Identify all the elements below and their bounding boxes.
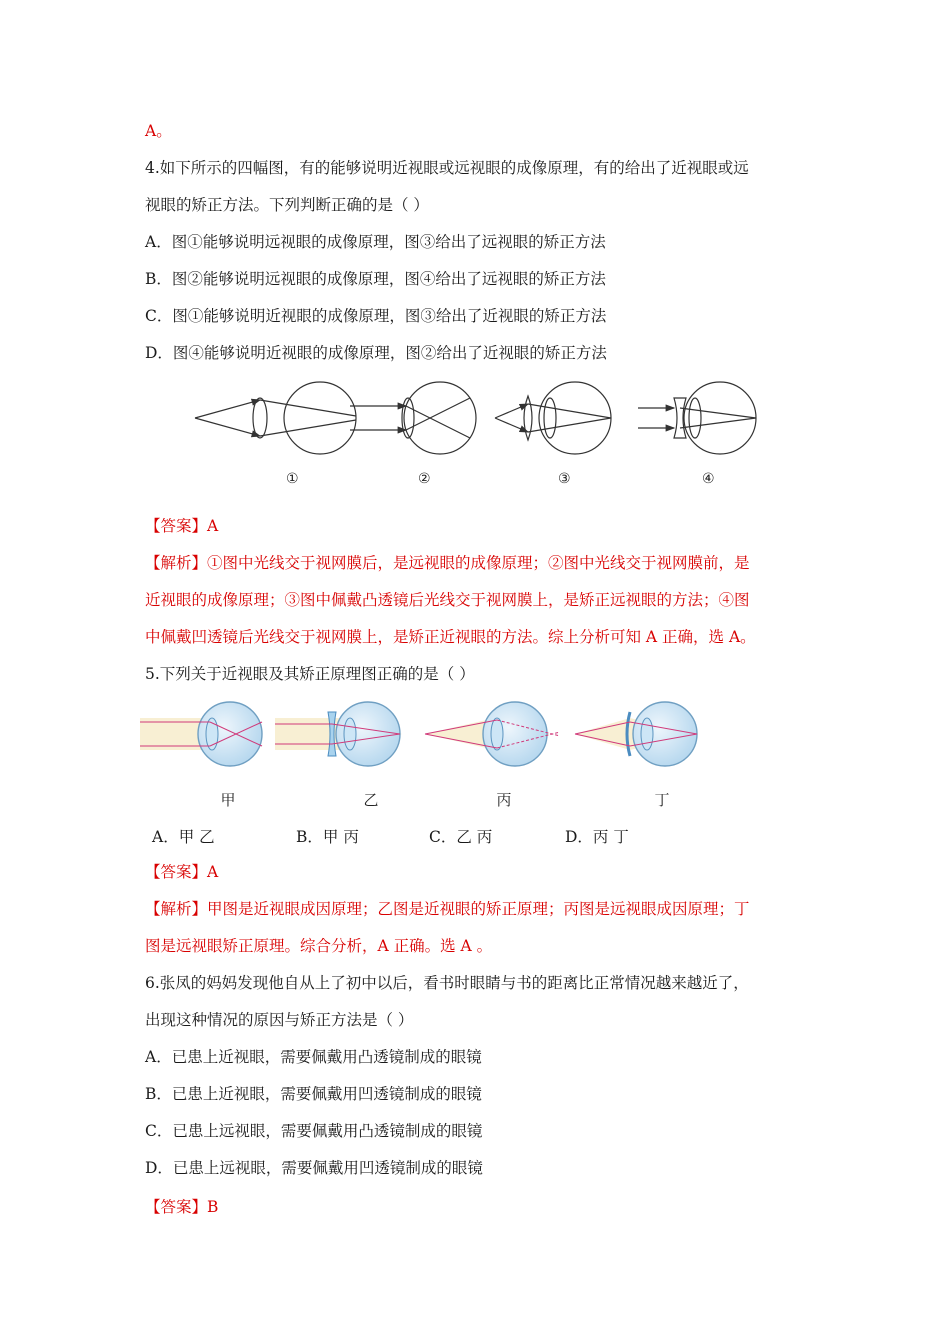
eye-figure-jia bbox=[140, 702, 262, 766]
figure-label-4: ④ bbox=[702, 471, 715, 487]
q4-analysis-line1: 【解析】①图中光线交于视网膜后，是远视眼的成像原理；②图中光线交于视网膜前，是 bbox=[145, 554, 750, 572]
q4-analysis-line3: 中佩戴凹透镜后光线交于视网膜上，是矫正近视眼的方法。综上分析可知 A 正确，选 A。 bbox=[145, 628, 756, 646]
q6-stem-line1: 6.张凤的妈妈发现他自从上了初中以后，看书时眼睛与书的距离比正常情况越来越近了， bbox=[145, 974, 749, 992]
q5-stem: 5.下列关于近视眼及其矫正原理图正确的是（ ） bbox=[145, 665, 475, 683]
figure-label-yi: 乙 bbox=[363, 791, 379, 809]
q5-analysis-line2: 图是远视眼矫正原理。综合分析，A 正确。选 A 。 bbox=[145, 937, 493, 955]
eye-figure-ding bbox=[575, 702, 697, 766]
q5-analysis-line1: 【解析】甲图是近视眼成因原理；乙图是近视眼的矫正原理；丙图是远视眼成因原理；丁 bbox=[145, 900, 750, 918]
q4-option-c: C．图①能够说明近视眼的成像原理，图③给出了近视眼的矫正方法 bbox=[145, 307, 607, 325]
q4-option-a: A．图①能够说明远视眼的成像原理，图③给出了远视眼的矫正方法 bbox=[145, 233, 606, 251]
q6-option-c: C．已患上远视眼，需要佩戴用凸透镜制成的眼镜 bbox=[145, 1122, 483, 1140]
figure-label-bing: 丙 bbox=[496, 791, 512, 809]
q6-option-b: B．已患上近视眼，需要佩戴用凹透镜制成的眼镜 bbox=[145, 1085, 482, 1103]
q4-stem-line1: 4.如下所示的四幅图，有的能够说明近视眼或远视眼的成像原理，有的给出了近视眼或远 bbox=[145, 159, 749, 177]
figure-label-2: ② bbox=[418, 471, 431, 487]
previous-answer-tail: A。 bbox=[145, 122, 172, 140]
eye-figure-3 bbox=[495, 382, 611, 454]
q5-option-c: C．乙 丙 bbox=[429, 828, 493, 846]
q4-answer: 【答案】A bbox=[145, 517, 219, 535]
q6-stem-line2: 出现这种情况的原因与矫正方法是（ ） bbox=[145, 1011, 414, 1029]
figure-label-jia: 甲 bbox=[220, 791, 236, 809]
eye-figure-1 bbox=[195, 382, 356, 454]
figure-label-3: ③ bbox=[558, 471, 571, 487]
q5-option-d: D．丙 丁 bbox=[565, 828, 629, 846]
eye-figure-2 bbox=[350, 382, 476, 454]
eye-figure-bing bbox=[425, 702, 560, 766]
q4-eye-diagrams bbox=[190, 378, 770, 493]
q6-answer: 【答案】B bbox=[145, 1198, 219, 1216]
figure-label-ding: 丁 bbox=[654, 791, 670, 809]
figure-label-1: ① bbox=[286, 471, 299, 487]
eye-figure-4 bbox=[638, 382, 756, 454]
q6-option-a: A．已患上近视眼，需要佩戴用凸透镜制成的眼镜 bbox=[145, 1048, 482, 1066]
q4-stem-line2: 视眼的矫正方法。下列判断正确的是（ ） bbox=[145, 196, 429, 214]
q4-option-d: D．图④能够说明近视眼的成像原理，图②给出了近视眼的矫正方法 bbox=[145, 344, 607, 362]
q4-option-b: B．图②能够说明远视眼的成像原理，图④给出了远视眼的矫正方法 bbox=[145, 270, 606, 288]
q5-answer: 【答案】A bbox=[145, 863, 219, 881]
q4-analysis-line2: 近视眼的成像原理；③图中佩戴凸透镜后光线交于视网膜上，是矫正远视眼的方法；④图 bbox=[145, 591, 750, 609]
q5-option-b: B．甲 丙 bbox=[296, 828, 359, 846]
q6-option-d: D．已患上远视眼，需要佩戴用凹透镜制成的眼镜 bbox=[145, 1159, 483, 1177]
eye-figure-yi bbox=[275, 702, 402, 766]
q5-eye-diagrams bbox=[140, 694, 720, 776]
q5-option-a: A．甲 乙 bbox=[152, 828, 215, 846]
